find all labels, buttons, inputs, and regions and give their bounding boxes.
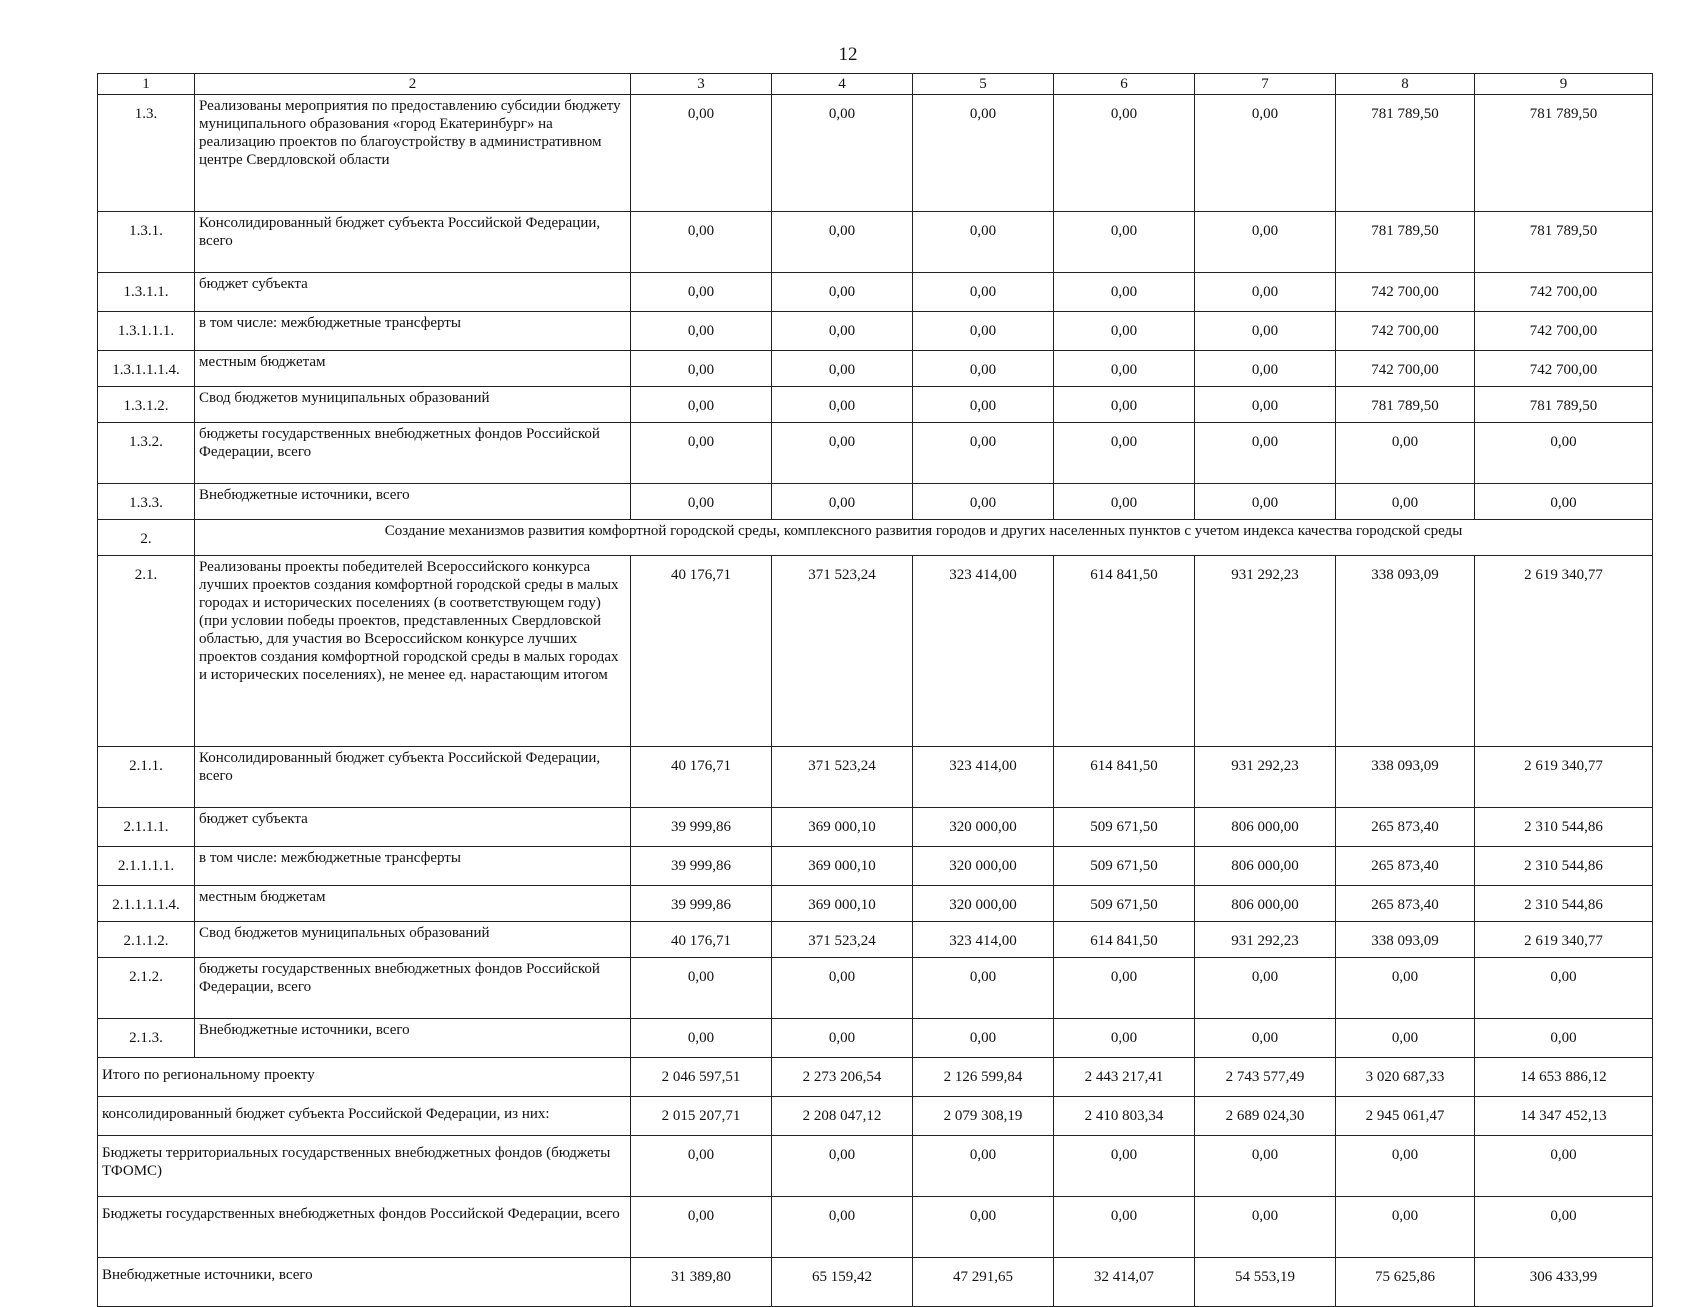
summary-row (98, 1197, 1653, 1258)
row-value: 2 310 544,86 (1475, 847, 1653, 886)
row-value: 0,00 (1195, 1019, 1336, 1058)
row-value: 781 789,50 (1336, 387, 1475, 423)
row-value: 0,00 (772, 212, 913, 273)
row-value: 369 000,10 (772, 847, 913, 886)
row-name: Реализованы мероприятия по предоставлению субсидии бюджету муниципального образования «город Екатеринбург» на реализацию проектов по благоустройству в административном центре Свердловской области (195, 95, 631, 212)
row-code: 1.3.3. (98, 484, 195, 520)
row-value: 0,00 (631, 1019, 772, 1058)
table-row (98, 886, 1653, 922)
row-code: 2.1.1.1.1.4. (98, 886, 195, 922)
row-value: 0,00 (1336, 1019, 1475, 1058)
row-value: 0,00 (772, 958, 913, 1019)
row-value: 781 789,50 (1336, 95, 1475, 212)
row-value: 371 523,24 (772, 922, 913, 958)
row-value: 0,00 (1336, 423, 1475, 484)
row-name: в том числе: межбюджетные трансферты (195, 847, 631, 886)
row-value: 614 841,50 (1054, 922, 1195, 958)
summary-value: 31 389,80 (631, 1258, 772, 1307)
summary-value: 0,00 (1054, 1136, 1195, 1197)
row-value: 742 700,00 (1475, 351, 1653, 387)
summary-value: 2 689 024,30 (1195, 1097, 1336, 1136)
row-value: 614 841,50 (1054, 556, 1195, 747)
row-code: 2.1. (98, 556, 195, 747)
table-row (98, 847, 1653, 886)
summary-value: 14 347 452,13 (1475, 1097, 1653, 1136)
row-name: Реализованы проекты победителей Всероссийского конкурса лучших проектов создания комфортной городской среды в малых городах и исторических поселениях (в соответствующем году) (при условии победы проектов, представленных Свердловской областью, для участия во Всероссийском конкурсе лучших проектов создания комфортной городской среды в малых городах и исторических поселениях), не менее ед. нарастающим итогом (195, 556, 631, 747)
table-row (98, 387, 1653, 423)
column-header: 5 (913, 74, 1054, 95)
row-value: 320 000,00 (913, 847, 1054, 886)
row-value: 40 176,71 (631, 556, 772, 747)
row-code: 2.1.1.1.1. (98, 847, 195, 886)
row-name: Внебюджетные источники, всего (195, 1019, 631, 1058)
row-value: 742 700,00 (1336, 273, 1475, 312)
row-name: местным бюджетам (195, 886, 631, 922)
table-row (98, 556, 1653, 747)
row-code: 1.3. (98, 95, 195, 212)
summary-value: 3 020 687,33 (1336, 1058, 1475, 1097)
summary-value: 2 208 047,12 (772, 1097, 913, 1136)
row-value: 0,00 (772, 312, 913, 351)
row-value: 0,00 (1054, 351, 1195, 387)
row-value: 338 093,09 (1336, 556, 1475, 747)
summary-value: 2 743 577,49 (1195, 1058, 1336, 1097)
summary-value: 0,00 (772, 1136, 913, 1197)
row-value: 0,00 (1195, 273, 1336, 312)
section-title: Создание механизмов развития комфортной городской среды, комплексного развития городов и других населенных пунктов с учетом индекса качества городской среды (195, 520, 1653, 556)
row-code: 1.3.1.2. (98, 387, 195, 423)
row-value: 0,00 (1054, 387, 1195, 423)
row-value: 320 000,00 (913, 886, 1054, 922)
row-value: 265 873,40 (1336, 847, 1475, 886)
column-number-row (98, 74, 1653, 95)
column-header: 2 (195, 74, 631, 95)
row-value: 39 999,86 (631, 886, 772, 922)
row-value: 2 619 340,77 (1475, 556, 1653, 747)
summary-value: 0,00 (1195, 1197, 1336, 1258)
row-value: 265 873,40 (1336, 886, 1475, 922)
row-name: бюджет субъекта (195, 808, 631, 847)
row-value: 931 292,23 (1195, 747, 1336, 808)
row-value: 781 789,50 (1475, 387, 1653, 423)
summary-value: 0,00 (1054, 1197, 1195, 1258)
row-value: 323 414,00 (913, 922, 1054, 958)
row-value: 0,00 (1195, 387, 1336, 423)
summary-row (98, 1258, 1653, 1307)
row-name: Консолидированный бюджет субъекта Российской Федерации, всего (195, 747, 631, 808)
summary-name: Внебюджетные источники, всего (98, 1258, 631, 1307)
summary-name: Итого по региональному проекту (98, 1058, 631, 1097)
row-value: 320 000,00 (913, 808, 1054, 847)
row-value: 0,00 (772, 484, 913, 520)
summary-value: 2 015 207,71 (631, 1097, 772, 1136)
row-value: 781 789,50 (1336, 212, 1475, 273)
row-value: 0,00 (1054, 484, 1195, 520)
row-value: 0,00 (772, 95, 913, 212)
column-header: 8 (1336, 74, 1475, 95)
row-value: 0,00 (1475, 958, 1653, 1019)
row-value: 0,00 (1195, 423, 1336, 484)
table-row (98, 1019, 1653, 1058)
row-value: 0,00 (1475, 484, 1653, 520)
summary-value: 0,00 (913, 1136, 1054, 1197)
budget-table (97, 73, 1653, 1307)
summary-value: 0,00 (631, 1136, 772, 1197)
summary-value: 0,00 (1336, 1197, 1475, 1258)
table-row (98, 95, 1653, 212)
summary-name: консолидированный бюджет субъекта Российской Федерации, из них: (98, 1097, 631, 1136)
row-name: бюджеты государственных внебюджетных фондов Российской Федерации, всего (195, 423, 631, 484)
page-number: 12 (838, 44, 858, 65)
row-value: 0,00 (1054, 212, 1195, 273)
row-code: 2.1.3. (98, 1019, 195, 1058)
row-value: 0,00 (631, 273, 772, 312)
row-value: 0,00 (1054, 273, 1195, 312)
row-value: 742 700,00 (1475, 273, 1653, 312)
row-value: 0,00 (913, 484, 1054, 520)
row-value: 2 619 340,77 (1475, 747, 1653, 808)
row-value: 0,00 (631, 958, 772, 1019)
row-name: Консолидированный бюджет субъекта Российской Федерации, всего (195, 212, 631, 273)
row-value: 0,00 (772, 423, 913, 484)
row-value: 742 700,00 (1475, 312, 1653, 351)
summary-value: 2 126 599,84 (913, 1058, 1054, 1097)
row-value: 2 310 544,86 (1475, 886, 1653, 922)
column-header: 1 (98, 74, 195, 95)
row-name: Свод бюджетов муниципальных образований (195, 387, 631, 423)
table-row (98, 312, 1653, 351)
row-name: местным бюджетам (195, 351, 631, 387)
row-value: 0,00 (913, 958, 1054, 1019)
summary-value: 2 945 061,47 (1336, 1097, 1475, 1136)
row-value: 0,00 (772, 273, 913, 312)
row-name: Внебюджетные источники, всего (195, 484, 631, 520)
row-value: 806 000,00 (1195, 808, 1336, 847)
row-value: 323 414,00 (913, 747, 1054, 808)
row-value: 931 292,23 (1195, 922, 1336, 958)
row-value: 0,00 (631, 95, 772, 212)
row-name: в том числе: межбюджетные трансферты (195, 312, 631, 351)
row-value: 0,00 (1195, 484, 1336, 520)
summary-value: 0,00 (913, 1197, 1054, 1258)
row-value: 931 292,23 (1195, 556, 1336, 747)
row-name: бюджет субъекта (195, 273, 631, 312)
column-header: 4 (772, 74, 913, 95)
summary-value: 2 046 597,51 (631, 1058, 772, 1097)
summary-value: 0,00 (1475, 1136, 1653, 1197)
row-value: 0,00 (631, 312, 772, 351)
row-value: 0,00 (631, 484, 772, 520)
summary-value: 0,00 (631, 1197, 772, 1258)
row-value: 0,00 (1054, 423, 1195, 484)
row-value: 369 000,10 (772, 886, 913, 922)
row-code: 1.3.2. (98, 423, 195, 484)
row-value: 2 619 340,77 (1475, 922, 1653, 958)
row-value: 0,00 (1054, 958, 1195, 1019)
row-value: 0,00 (913, 273, 1054, 312)
column-header: 9 (1475, 74, 1653, 95)
section-code: 2. (98, 520, 195, 556)
row-value: 781 789,50 (1475, 212, 1653, 273)
row-code: 2.1.2. (98, 958, 195, 1019)
row-value: 0,00 (913, 351, 1054, 387)
table-row (98, 273, 1653, 312)
row-code: 2.1.1.2. (98, 922, 195, 958)
row-value: 338 093,09 (1336, 922, 1475, 958)
row-value: 0,00 (913, 423, 1054, 484)
row-value: 0,00 (1054, 1019, 1195, 1058)
row-value: 265 873,40 (1336, 808, 1475, 847)
summary-value: 32 414,07 (1054, 1258, 1195, 1307)
table-row (98, 212, 1653, 273)
row-value: 0,00 (913, 95, 1054, 212)
summary-value: 0,00 (1195, 1136, 1336, 1197)
summary-value: 14 653 886,12 (1475, 1058, 1653, 1097)
row-value: 40 176,71 (631, 922, 772, 958)
row-code: 1.3.1.1.1. (98, 312, 195, 351)
row-code: 1.3.1.1.1.4. (98, 351, 195, 387)
table-row (98, 922, 1653, 958)
summary-row (98, 1097, 1653, 1136)
row-value: 0,00 (631, 423, 772, 484)
row-value: 0,00 (1336, 484, 1475, 520)
row-value: 0,00 (772, 351, 913, 387)
summary-value: 65 159,42 (772, 1258, 913, 1307)
row-value: 369 000,10 (772, 808, 913, 847)
row-value: 39 999,86 (631, 847, 772, 886)
row-value: 742 700,00 (1336, 312, 1475, 351)
summary-value: 0,00 (1475, 1197, 1653, 1258)
table-row (98, 958, 1653, 1019)
row-value: 781 789,50 (1475, 95, 1653, 212)
table-row (98, 747, 1653, 808)
row-name: бюджеты государственных внебюджетных фондов Российской Федерации, всего (195, 958, 631, 1019)
table-row (98, 484, 1653, 520)
summary-value: 0,00 (772, 1197, 913, 1258)
row-value: 0,00 (1195, 212, 1336, 273)
row-value: 509 671,50 (1054, 886, 1195, 922)
row-value: 2 310 544,86 (1475, 808, 1653, 847)
row-value: 0,00 (913, 1019, 1054, 1058)
row-value: 0,00 (1054, 95, 1195, 212)
row-value: 0,00 (1195, 351, 1336, 387)
row-value: 0,00 (913, 312, 1054, 351)
row-value: 0,00 (1054, 312, 1195, 351)
row-code: 1.3.1. (98, 212, 195, 273)
summary-name: Бюджеты государственных внебюджетных фондов Российской Федерации, всего (98, 1197, 631, 1258)
row-value: 0,00 (772, 1019, 913, 1058)
column-header: 3 (631, 74, 772, 95)
table-row (98, 808, 1653, 847)
summary-row (98, 1058, 1653, 1097)
row-value: 0,00 (631, 387, 772, 423)
summary-value: 2 410 803,34 (1054, 1097, 1195, 1136)
summary-value: 2 443 217,41 (1054, 1058, 1195, 1097)
row-value: 0,00 (1195, 312, 1336, 351)
row-code: 2.1.1. (98, 747, 195, 808)
row-value: 0,00 (631, 351, 772, 387)
row-value: 0,00 (913, 212, 1054, 273)
row-value: 0,00 (1195, 95, 1336, 212)
row-value: 806 000,00 (1195, 847, 1336, 886)
column-header: 6 (1054, 74, 1195, 95)
summary-value: 0,00 (1336, 1136, 1475, 1197)
summary-value: 2 079 308,19 (913, 1097, 1054, 1136)
summary-value: 47 291,65 (913, 1258, 1054, 1307)
row-value: 0,00 (1475, 423, 1653, 484)
table-row (98, 423, 1653, 484)
row-value: 0,00 (1195, 958, 1336, 1019)
summary-value: 2 273 206,54 (772, 1058, 913, 1097)
summary-value: 306 433,99 (1475, 1258, 1653, 1307)
row-value: 742 700,00 (1336, 351, 1475, 387)
table-row (98, 351, 1653, 387)
row-value: 509 671,50 (1054, 847, 1195, 886)
summary-value: 75 625,86 (1336, 1258, 1475, 1307)
row-value: 509 671,50 (1054, 808, 1195, 847)
row-value: 0,00 (631, 212, 772, 273)
row-code: 1.3.1.1. (98, 273, 195, 312)
row-value: 614 841,50 (1054, 747, 1195, 808)
row-value: 39 999,86 (631, 808, 772, 847)
row-value: 40 176,71 (631, 747, 772, 808)
row-value: 371 523,24 (772, 747, 913, 808)
row-value: 0,00 (913, 387, 1054, 423)
row-code: 2.1.1.1. (98, 808, 195, 847)
row-value: 806 000,00 (1195, 886, 1336, 922)
row-value: 338 093,09 (1336, 747, 1475, 808)
summary-row (98, 1136, 1653, 1197)
summary-name: Бюджеты территориальных государственных внебюджетных фондов (бюджеты ТФОМС) (98, 1136, 631, 1197)
summary-value: 54 553,19 (1195, 1258, 1336, 1307)
column-header: 7 (1195, 74, 1336, 95)
section-row (98, 520, 1653, 556)
row-name: Свод бюджетов муниципальных образований (195, 922, 631, 958)
row-value: 0,00 (1336, 958, 1475, 1019)
row-value: 0,00 (1475, 1019, 1653, 1058)
row-value: 371 523,24 (772, 556, 913, 747)
row-value: 323 414,00 (913, 556, 1054, 747)
row-value: 0,00 (772, 387, 913, 423)
